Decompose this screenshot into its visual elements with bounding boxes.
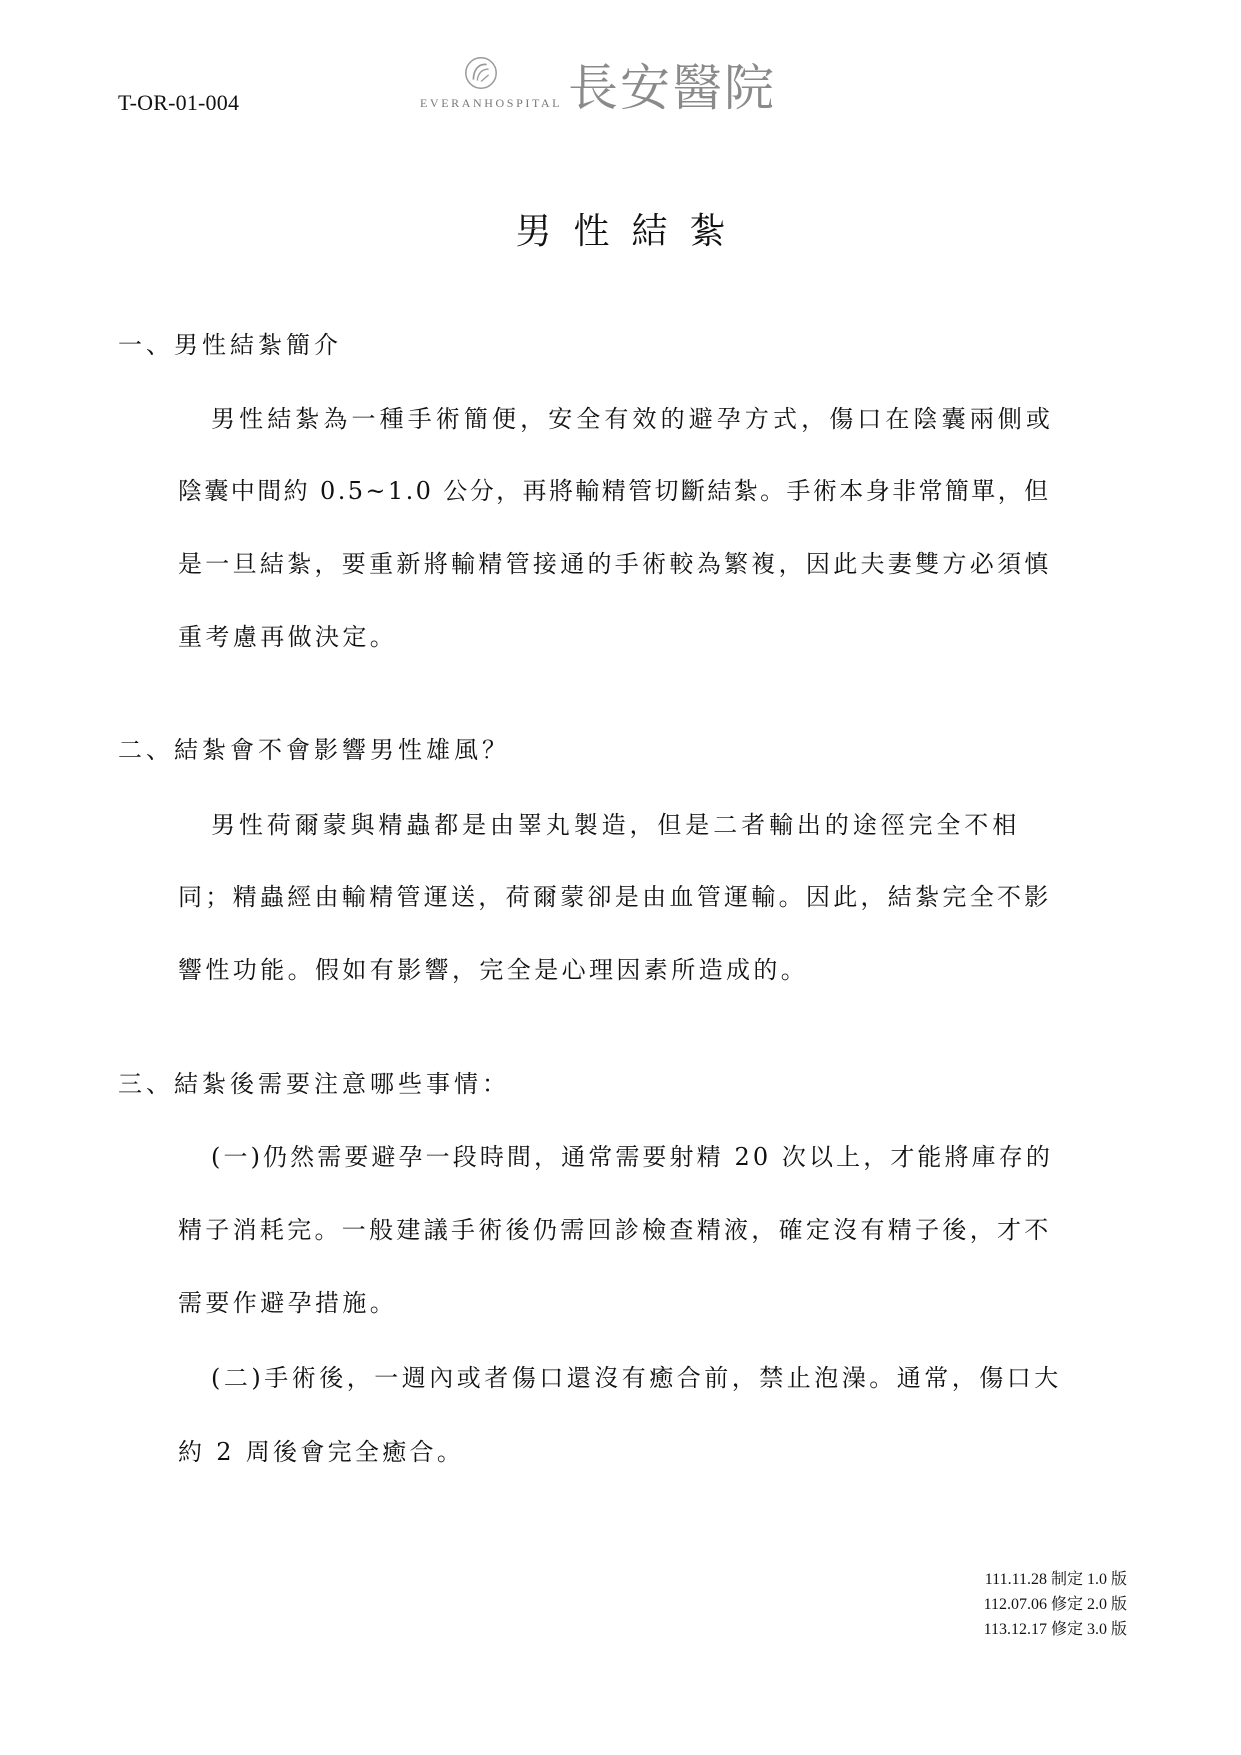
section-heading-aftercare: 三、結紮後需要注意哪些事情：	[118, 1070, 510, 1098]
paragraph-line: 男性結紮為一種手術簡便，安全有效的避孕方式，傷口在陰囊兩側或	[211, 405, 1054, 433]
paragraph-line: 男性荷爾蒙與精蟲都是由睪丸製造，但是二者輸出的途徑完全不相	[211, 811, 1021, 839]
paragraph-line: 精子消耗完。一般建議手術後仍需回診檢查精液，確定沒有精子後，才不	[178, 1216, 1052, 1244]
page-title: 男性結紮	[515, 211, 748, 252]
logo-english-name: EVERANHOSPITAL	[420, 96, 563, 110]
paragraph-line: 約 2 周後會完全癒合。	[178, 1438, 465, 1466]
revision-history	[984, 1567, 1127, 1642]
section-heading-intro: 一、男性結紮簡介	[118, 331, 342, 359]
revision-entry: 112.07.06 修定 2.0 版	[983, 1596, 1127, 1613]
document-code: T-OR-01-004	[118, 90, 240, 115]
paragraph-line: 陰囊中間約 0.5~1.0 公分，再將輸精管切斷結紮。手術本身非常簡單，但	[178, 477, 1051, 505]
logo-chinese-name: 長安醫院	[568, 59, 776, 117]
paragraph-line: 響性功能。假如有影響，完全是心理因素所造成的。	[178, 956, 809, 984]
hospital-logo	[420, 52, 840, 120]
hospital-emblem-icon	[462, 54, 500, 92]
paragraph-line: (二)手術後，一週內或者傷口還沒有癒合前，禁止泡澡。通常，傷口大	[211, 1364, 1062, 1392]
paragraph-line: 是一旦結紮，要重新將輸精管接通的手術較為繁複，因此夫妻雙方必須慎	[178, 550, 1052, 578]
revision-entry: 111.11.28 制定 1.0 版	[984, 1571, 1127, 1588]
section-heading-effects: 二、結紮會不會影響男性雄風？	[118, 736, 510, 764]
paragraph-line: 重考慮再做決定。	[178, 623, 398, 651]
revision-entry: 113.12.17 修定 3.0 版	[983, 1621, 1127, 1638]
paragraph-line: 同；精蟲經由輸精管運送，荷爾蒙卻是由血管運輸。因此，結紮完全不影	[178, 883, 1052, 911]
paragraph-line: 需要作避孕措施。	[178, 1289, 398, 1317]
paragraph-line: (一)仍然需要避孕一段時間，通常需要射精 20 次以上，才能將庫存的	[211, 1143, 1053, 1171]
